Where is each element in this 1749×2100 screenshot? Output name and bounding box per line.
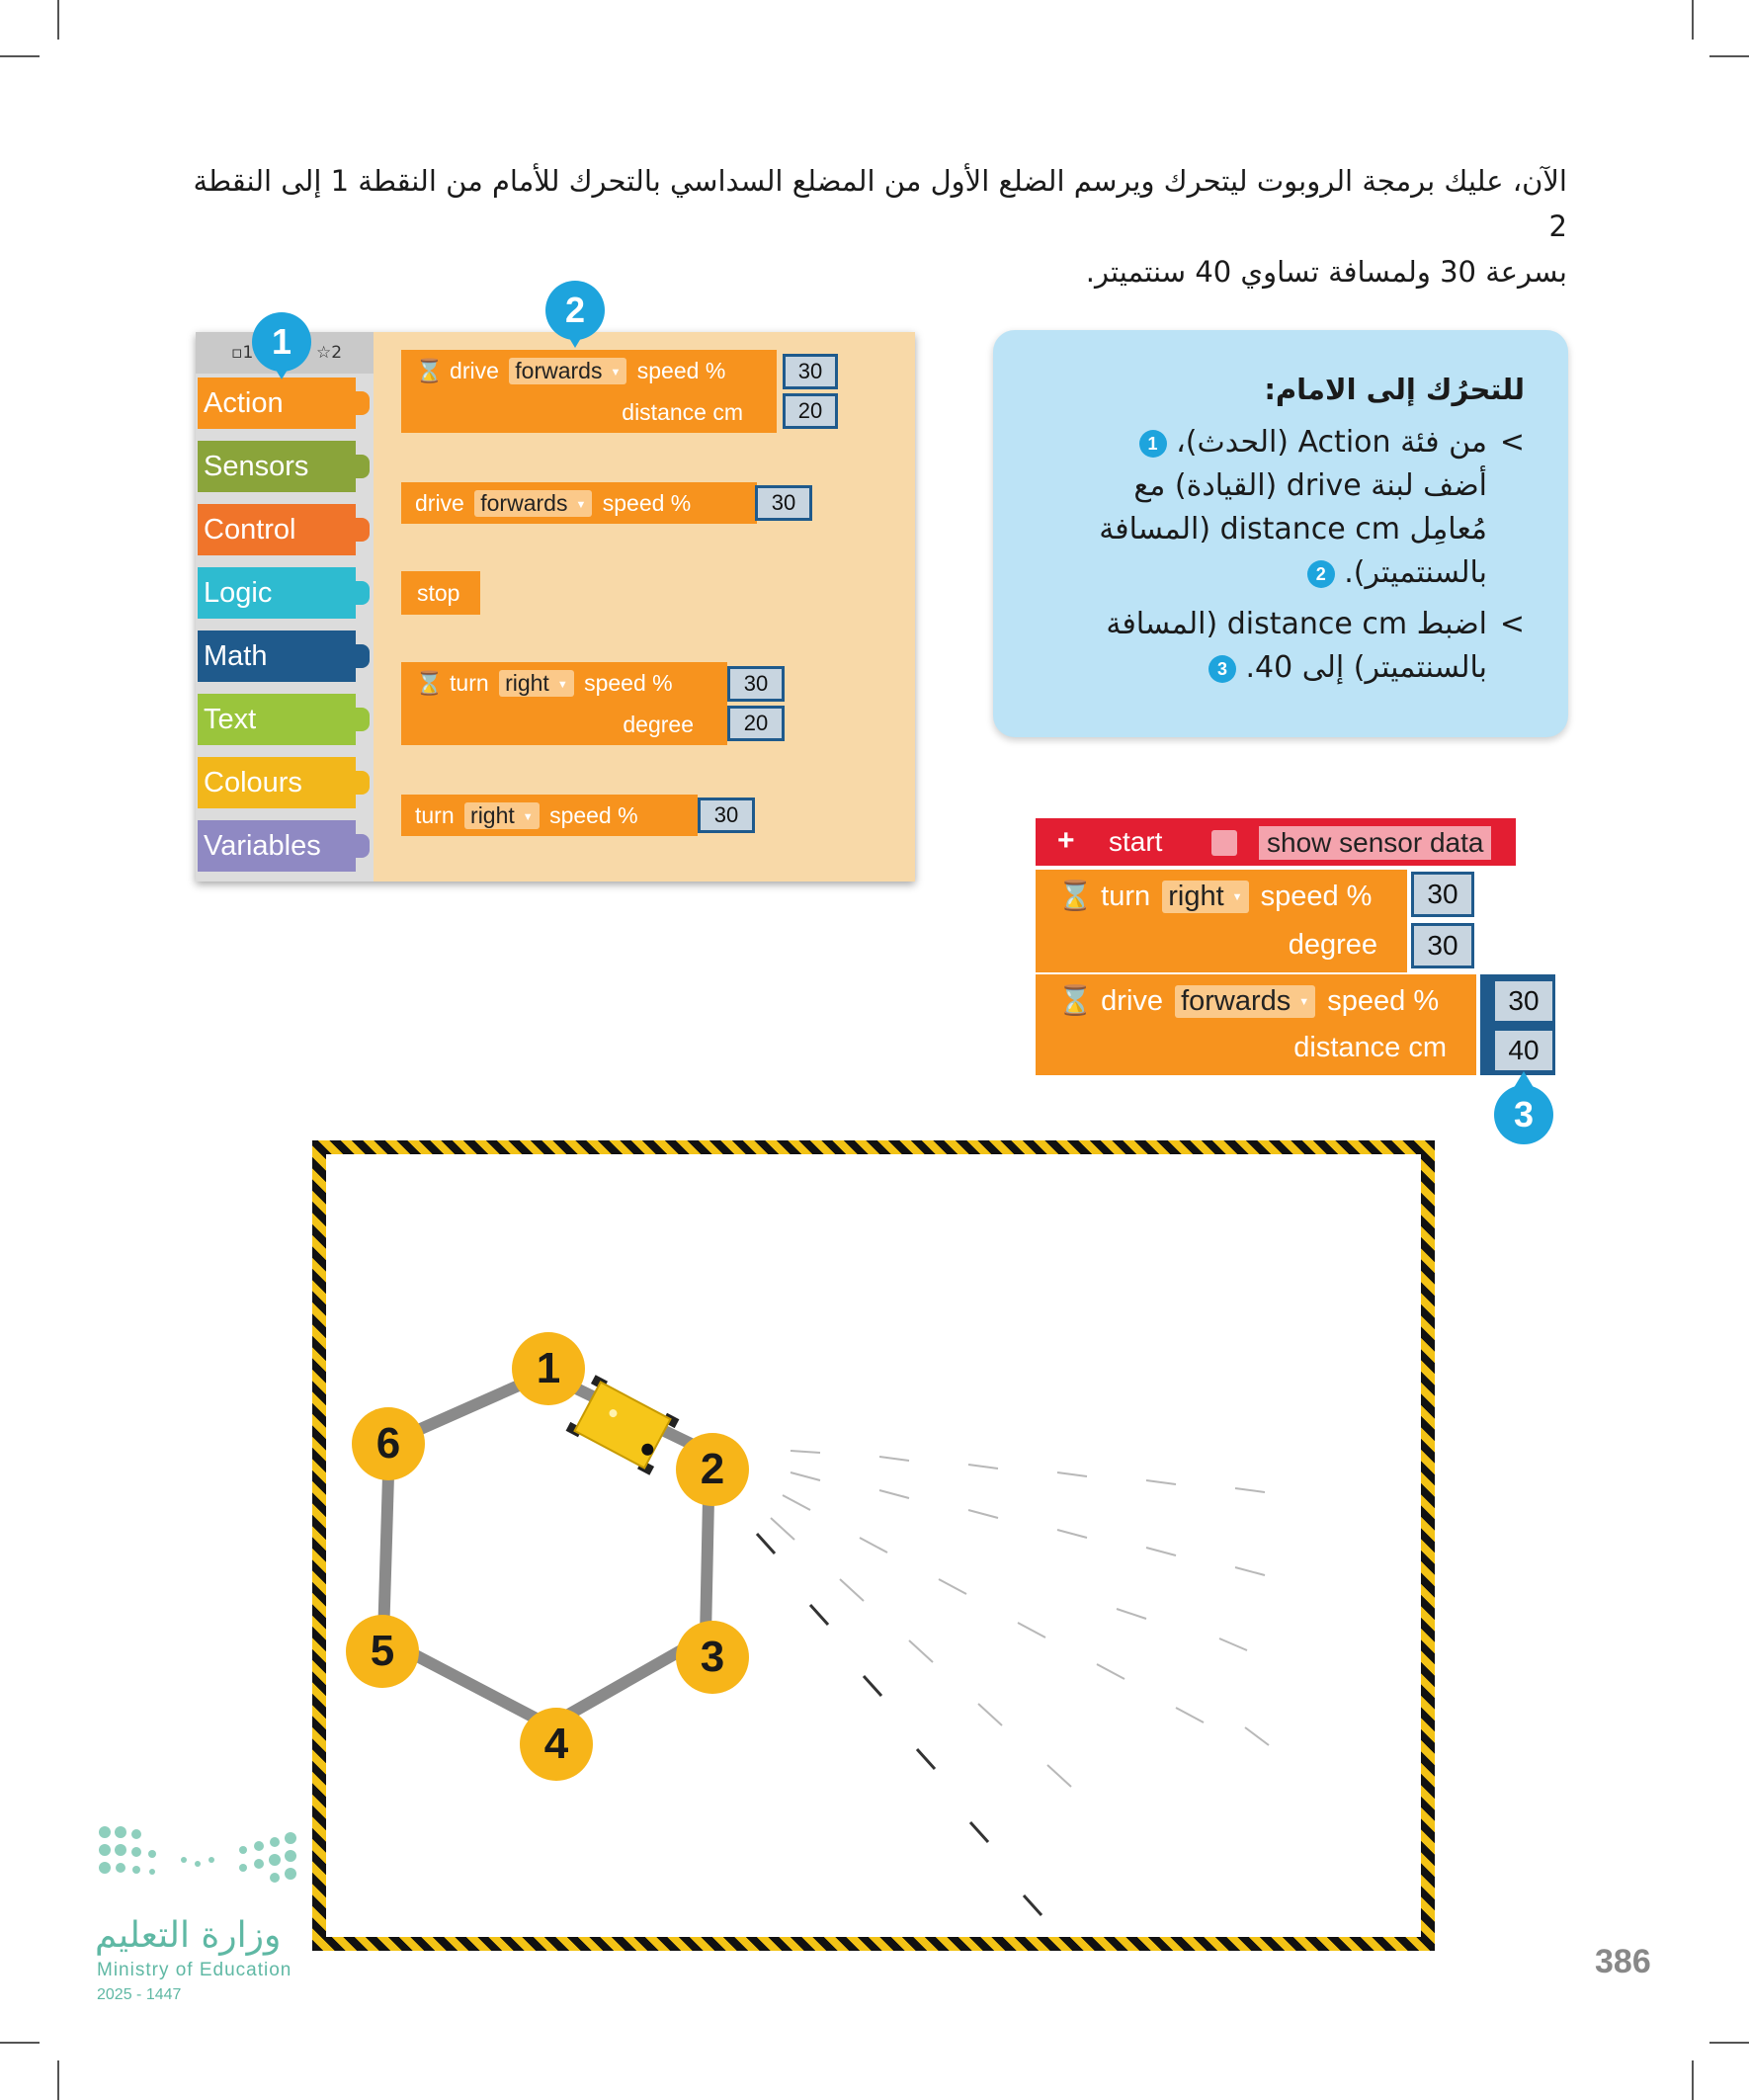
show-sensor-label: show sensor data <box>1259 826 1491 860</box>
block-word: turn <box>1101 881 1151 912</box>
speed-label: speed % <box>1327 985 1440 1017</box>
point-1: 1 <box>512 1332 585 1405</box>
block-word: turn <box>415 802 455 828</box>
program-turn-block[interactable] <box>1036 870 1407 972</box>
dropdown-arrow-icon: ▼ <box>522 810 534 823</box>
step2-line1: اضبط distance cm (المسافة <box>1106 607 1487 641</box>
category-action[interactable]: Action <box>198 378 356 429</box>
instruction-title: للتحرُك إلى الامام: <box>1264 373 1525 406</box>
start-label: start <box>1109 826 1163 857</box>
speed-value-input[interactable] <box>727 666 785 702</box>
category-variables[interactable]: Variables <box>198 820 356 872</box>
program-drive-block[interactable] <box>1036 974 1476 1075</box>
ministry-logo-icon <box>95 1820 312 1899</box>
degree-value: 20 <box>730 709 782 738</box>
step2-line2: بالسنتميتر) إلى 40. <box>1245 650 1487 685</box>
instruction-box <box>993 330 1568 737</box>
point-5: 5 <box>346 1615 419 1688</box>
dropdown-value: right <box>505 670 549 696</box>
step-number-2: 2 <box>1307 560 1335 588</box>
block-word: drive <box>415 490 464 516</box>
crop-mark <box>1692 2060 1694 2100</box>
block-palette-panel <box>196 332 915 882</box>
dropdown-arrow-icon: ▼ <box>1298 996 1310 1009</box>
category-colours[interactable]: Colours <box>198 757 356 808</box>
step-number-3: 3 <box>1208 655 1236 683</box>
sensor-checkbox[interactable] <box>1211 830 1237 856</box>
direction-dropdown[interactable] <box>474 490 592 517</box>
floor-grid <box>771 1451 1269 1787</box>
degree-label: degree <box>1288 929 1377 961</box>
step1-line1: من فئة Action (الحدث)، <box>1176 425 1487 460</box>
category-math[interactable]: Math <box>198 630 356 682</box>
point-2: 2 <box>676 1433 749 1506</box>
dropdown-value: right <box>470 802 515 828</box>
speed-value-input[interactable] <box>755 485 812 521</box>
callout-marker-1: 1 <box>252 312 311 372</box>
ministry-english-name: Ministry of Education <box>97 1960 292 1980</box>
crop-mark <box>1692 0 1694 40</box>
distance-value-input[interactable] <box>1492 1028 1555 1073</box>
turn-speed-block[interactable] <box>401 795 698 836</box>
degree-value: 30 <box>1414 926 1471 966</box>
crop-mark <box>1709 2042 1749 2044</box>
speed-value: 30 <box>758 488 809 518</box>
degree-value-input[interactable] <box>727 706 785 741</box>
hourglass-icon: ⌛ <box>1057 881 1094 912</box>
direction-dropdown[interactable] <box>464 802 540 829</box>
speed-value-input[interactable] <box>1411 872 1474 917</box>
start-block[interactable] <box>1036 818 1516 866</box>
callout-marker-2: 2 <box>545 281 605 340</box>
hourglass-icon: ⌛ <box>415 358 444 383</box>
crop-mark <box>57 2060 59 2100</box>
speed-value-input[interactable] <box>783 354 838 389</box>
dropdown-value: forwards <box>480 490 568 516</box>
hourglass-icon: ⌛ <box>415 670 444 696</box>
ministry-arabic-name: وزارة التعليم <box>95 1915 282 1956</box>
robot-arena <box>312 1140 1435 1951</box>
block-word: turn <box>450 670 489 696</box>
speed-label: speed % <box>636 358 726 383</box>
point-4: 4 <box>520 1708 593 1781</box>
distance-value: 40 <box>1495 1031 1552 1070</box>
degree-label: degree <box>623 712 694 737</box>
stop-block[interactable] <box>401 571 480 615</box>
speed-value-input[interactable] <box>1492 978 1555 1024</box>
dropdown-arrow-icon: ▼ <box>1231 891 1243 904</box>
direction-dropdown[interactable] <box>509 358 626 384</box>
speed-value-input[interactable] <box>698 798 755 833</box>
instruction-step-2 <box>1031 603 1525 690</box>
intro-line-2: بسرعة 30 ولمسافة تساوي 40 سنتميتر. <box>1085 255 1567 289</box>
ministry-year: 2025 - 1447 <box>97 1986 182 2003</box>
intro-line-1: الآن، عليك برمجة الروبوت ليتحرك ويرسم الضلع الأول من المضلع السداسي بالتحرك للأمام من النقطة 1 إلى النقطة 2 <box>193 164 1567 243</box>
speed-value: 30 <box>786 357 835 386</box>
direction-dropdown[interactable] <box>1175 985 1315 1018</box>
page-number: 386 <box>1595 1943 1651 1980</box>
dropdown-arrow-icon: ▼ <box>556 678 568 691</box>
step1-line2: أضف لبنة drive (القيادة) مع <box>1133 468 1487 503</box>
drive-distance-block[interactable] <box>401 350 777 433</box>
crop-mark <box>57 0 59 40</box>
distance-label: distance cm <box>622 399 743 425</box>
speed-label: speed % <box>602 490 692 516</box>
step-number-1: 1 <box>1139 430 1167 458</box>
step1-line3: مُعامِل distance cm (المسافة <box>1099 512 1487 546</box>
palette-tab-1[interactable]: ▫1 <box>231 343 254 363</box>
instruction-step-1 <box>1031 421 1525 595</box>
distance-value: 20 <box>786 396 835 426</box>
distance-label: distance cm <box>1293 1032 1447 1063</box>
arrow-icon: > <box>1499 607 1525 641</box>
block-word: stop <box>417 580 460 606</box>
point-3: 3 <box>676 1621 749 1694</box>
palette-tab-favorites[interactable]: ☆2 <box>316 343 343 363</box>
hourglass-icon: ⌛ <box>1057 985 1094 1017</box>
direction-dropdown[interactable] <box>499 670 574 697</box>
intro-paragraph <box>184 158 1567 294</box>
turn-degree-block[interactable] <box>401 662 727 745</box>
floor-lines <box>757 1534 1041 1915</box>
distance-value-input[interactable] <box>783 393 838 429</box>
degree-value-input[interactable] <box>1411 923 1474 968</box>
category-control[interactable]: Control <box>198 504 356 555</box>
drive-speed-block[interactable] <box>401 482 757 524</box>
dropdown-value: forwards <box>1181 985 1291 1017</box>
direction-dropdown[interactable] <box>1162 881 1248 913</box>
point-6: 6 <box>352 1407 425 1480</box>
arena-drawing <box>326 1154 1421 1937</box>
category-sensors[interactable]: Sensors <box>198 441 356 492</box>
speed-label: speed % <box>549 802 638 828</box>
category-logic[interactable]: Logic <box>198 567 356 619</box>
instruction-text <box>1031 368 1525 690</box>
speed-label: speed % <box>1260 881 1373 912</box>
crop-mark <box>1709 55 1749 57</box>
dropdown-arrow-icon: ▼ <box>575 498 587 511</box>
speed-value: 30 <box>730 669 782 699</box>
step1-line4: بالسنتميتر). <box>1344 555 1487 590</box>
speed-value: 30 <box>1495 981 1552 1021</box>
dropdown-arrow-icon: ▼ <box>610 366 622 378</box>
callout-marker-3: 3 <box>1494 1085 1553 1144</box>
speed-label: speed % <box>584 670 673 696</box>
speed-value: 30 <box>701 800 752 830</box>
block-word: drive <box>450 358 499 383</box>
category-text[interactable]: Text <box>198 694 356 745</box>
crop-mark <box>0 2042 40 2044</box>
arrow-icon: > <box>1499 425 1525 460</box>
speed-value: 30 <box>1414 875 1471 914</box>
crop-mark <box>0 55 40 57</box>
plus-icon[interactable]: + <box>1057 824 1075 857</box>
category-palette <box>196 332 374 882</box>
block-word: drive <box>1101 985 1164 1017</box>
dropdown-value: right <box>1168 881 1224 912</box>
dropdown-value: forwards <box>515 358 603 383</box>
